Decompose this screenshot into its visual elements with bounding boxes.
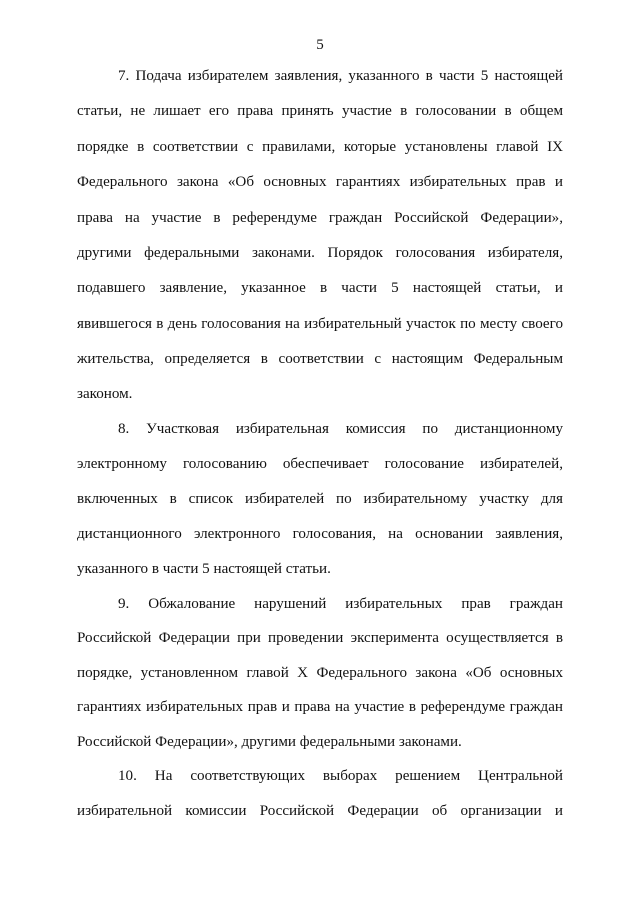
paragraph-9-line-3: порядке, установленном главой X Федерального закона «Об основных bbox=[77, 665, 563, 681]
page-number: 5 bbox=[316, 37, 324, 53]
paragraph-9-line-1: 9. Обжалование нарушений избирательных прав граждан bbox=[118, 596, 563, 612]
paragraph-8-line-5: указанного в части 5 настоящей статьи. bbox=[77, 561, 331, 577]
paragraph-7-line-1: 7. Подача избирателем заявления, указанного в части 5 настоящей bbox=[118, 68, 563, 84]
paragraph-8-line-2: электронному голосованию обеспечивает голосование избирателей, bbox=[77, 456, 563, 472]
paragraph-10-line-1: 10. На соответствующих выборах решением Центральной bbox=[118, 768, 563, 784]
paragraph-7-line-5: права на участие в референдуме граждан Российской Федерации», bbox=[77, 210, 563, 226]
paragraph-8-line-3: включенных в список избирателей по избирательному участку для bbox=[77, 491, 563, 507]
paragraph-7-line-9: жительства, определяется в соответствии с настоящим Федеральным bbox=[77, 351, 563, 367]
paragraph-7-line-3: порядке в соответствии с правилами, которые установлены главой IX bbox=[77, 139, 563, 155]
paragraph-9-line-2: Российской Федерации при проведении эксперимента осуществляется в bbox=[77, 630, 563, 646]
paragraph-7-line-10: законом. bbox=[77, 386, 133, 402]
paragraph-8-line-4: дистанционного электронного голосования, на основании заявления, bbox=[77, 526, 563, 542]
paragraph-7-line-8: явившегося в день голосования на избирательный участок по месту своего bbox=[77, 316, 563, 332]
paragraph-8-line-1: 8. Участковая избирательная комиссия по дистанционному bbox=[118, 421, 563, 437]
paragraph-7-line-7: подавшего заявление, указанное в части 5 настоящей статьи, и bbox=[77, 280, 563, 296]
paragraph-7-line-4: Федерального закона «Об основных гарантиях избирательных прав и bbox=[77, 174, 563, 190]
paragraph-10-line-2: избирательной комиссии Российской Федерации об организации и bbox=[77, 803, 563, 819]
paragraph-7-line-2: статьи, не лишает его права принять участие в голосовании в общем bbox=[77, 103, 563, 119]
paragraph-7-line-6: другими федеральными законами. Порядок голосования избирателя, bbox=[77, 245, 563, 261]
paragraph-9-line-4: гарантиях избирательных прав и права на участие в референдуме граждан bbox=[77, 699, 563, 715]
paragraph-9-line-5: Российской Федерации», другими федеральными законами. bbox=[77, 734, 462, 750]
